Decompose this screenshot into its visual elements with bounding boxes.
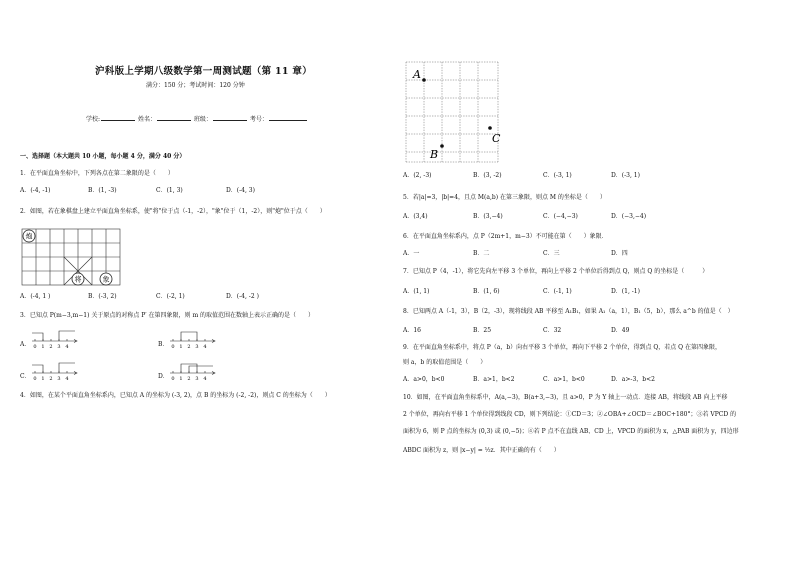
question-3-label-d: D．: [158, 373, 169, 380]
question-2-option-a: A．(-4, 1 ): [20, 293, 51, 300]
tick-0: 0: [33, 376, 37, 382]
question-9-stem-line1: 9．在平面直角坐标系中，将点 P（a，b）向右平移 3 个单位，再向下平移 2 个单位，得到点 Q，若点 Q 在第四象限，: [403, 344, 722, 351]
field-school-label: 学校:: [86, 116, 101, 123]
question-5-option-b: B．(3,−4): [473, 213, 503, 220]
question-10-line4: ABDC 面积为 z，则 |x−y| = ½z．其中正确的有（ ）: [403, 447, 560, 454]
field-number-blank[interactable]: [269, 115, 307, 121]
question-3-label-c: C．: [20, 373, 31, 380]
question-2-stem: 2．如图，若在象棋盘上建立平面直角坐标系，使"将"位于点（-1，-2），"象"位于（1，-2），则"炮"位于点（ ）: [20, 208, 326, 215]
piece-jiang: 将: [74, 275, 82, 284]
question-7-option-a: A．(1, 1): [403, 288, 430, 295]
question-5-option-a: A．(3,4): [403, 213, 428, 220]
number-line-d: [168, 357, 218, 383]
q4-grid-figure: [402, 58, 502, 166]
number-line-a: [30, 325, 80, 351]
piece-pao: 炮: [25, 232, 33, 241]
section-heading: 一、选择题（本大题共 10 小题，每小题 4 分，满分 40 分）: [20, 153, 186, 160]
tick-4: 4: [65, 376, 69, 382]
question-10-line1: 10．如图，在平面直角坐标系中，A(a,−3)，B(a+3,−3)，且 a>0，P 为 Y 轴上一动点．连接 AB，将线段 AB 向上平移: [403, 394, 728, 401]
tick-3: 3: [195, 344, 199, 350]
question-7-option-b: B．(1, 6): [473, 288, 500, 295]
question-8-option-c: C．32: [543, 327, 562, 334]
number-line-b: [168, 325, 218, 351]
question-1-stem: 1．在平面直角坐标中，下列各点在第二象限的是（ ）: [20, 170, 174, 177]
question-3-label-b: B．: [158, 341, 169, 348]
question-6-option-b: B．二: [473, 250, 490, 257]
field-number-label: 考号：: [249, 116, 268, 123]
question-2-option-c: C．(-2, 1): [156, 293, 185, 300]
field-name-label: 姓名：: [137, 116, 156, 123]
tick-4: 4: [203, 376, 207, 382]
field-class-blank[interactable]: [213, 115, 247, 121]
piece-xiang: 象: [102, 275, 110, 284]
point-a-dot: [422, 78, 426, 82]
question-4-option-b: B．(3, -2): [473, 172, 502, 179]
question-10-line3: 面积为 6，则 P 点的坐标为 (0,3) 或 (0,−5)；④若 P 点不在直线 AB、CD 上，VPCD 的面积为 x，△PAB 面积为 y，四边形: [403, 428, 739, 435]
question-6-stem: 6．在平面直角坐标系内，点 P（2m+1，m−3）不可能在第（ ）象限．: [403, 233, 608, 240]
tick-2: 2: [187, 376, 191, 382]
question-4-stem: 4．如图，在某个平面直角坐标系内，已知点 A 的坐标为 (-3, 2)，点 B 的坐标为 (-2, -2)，则点 C 的坐标为（ ）: [20, 392, 331, 399]
field-class-label: 班级：: [193, 116, 212, 123]
page-title: 沪科版上学期八级数学第一周测试题（第 11 章）: [95, 66, 313, 77]
tick-1: 1: [41, 344, 45, 350]
tick-1: 1: [179, 376, 183, 382]
question-6-option-c: C．三: [543, 250, 560, 257]
question-1-option-b: B．(1, -3): [88, 187, 117, 194]
question-9-option-c: C．a>1，b<0: [543, 376, 585, 383]
question-4-option-a: A．(2, -3): [403, 172, 432, 179]
question-5-option-c: C．(−4,−3): [543, 213, 578, 220]
tick-3: 3: [57, 376, 61, 382]
question-8-stem: 8．已知两点 A（-1，3），B（2，-3），现将线段 AB 平移至 A₁B₁，如果 A₁（a，1），B₁（5，b），那么 a^b 的值是（ ）: [403, 308, 734, 315]
question-3-stem: 3．已知点 P(m−3,m−1) 关于原点的对称点 P′ 在第四象限，则 m 的取值范围在数轴上表示正确的是（ ）: [20, 312, 315, 319]
question-4-option-c: C．(-3, 1): [543, 172, 572, 179]
tick-1: 1: [179, 344, 183, 350]
question-7-option-c: C．(-1, 1): [543, 288, 572, 295]
point-c-label: C: [492, 132, 501, 145]
question-8-option-b: B．25: [473, 327, 492, 334]
point-b-label: B: [430, 148, 439, 161]
question-1-option-a: A．(-4, -1): [20, 187, 51, 194]
tick-0: 0: [171, 376, 175, 382]
tick-2: 2: [49, 344, 53, 350]
question-10-line2: 2 个单位，再向右平移 1 个单位得到线段 CD，则下列结论：①CD＝3；②∠OBA+∠OCD＝∠BOC+180°；③若 VPCD 的: [403, 411, 737, 418]
tick-3: 3: [195, 376, 199, 382]
tick-2: 2: [187, 344, 191, 350]
question-7-option-d: D．(1, -1): [611, 288, 640, 295]
tick-0: 0: [171, 344, 175, 350]
question-9-stem-line2: 则 a，b 的取值范围是（ ）: [403, 359, 487, 366]
question-1-option-c: C．(1, 3): [156, 187, 183, 194]
field-school-blank[interactable]: [101, 115, 135, 121]
question-2-option-d: D．(-4, -2 ): [226, 293, 259, 300]
question-9-option-b: B．a>1，b<2: [473, 376, 515, 383]
question-8-option-a: A．16: [403, 327, 421, 334]
question-5-option-d: D．(−3,−4): [611, 213, 647, 220]
question-3-label-a: A．: [20, 341, 31, 348]
question-6-option-a: A．一: [403, 250, 420, 257]
question-9-option-d: D．a>-3，b<2: [611, 376, 655, 383]
chessboard-figure: [20, 225, 124, 291]
question-4-option-d: D．(-3, 1): [611, 172, 640, 179]
question-1-option-d: D．(-4, 3): [226, 187, 255, 194]
tick-4: 4: [65, 344, 69, 350]
tick-1: 1: [41, 376, 45, 382]
point-c-dot: [488, 126, 492, 130]
page-subtitle: 满分：150 分；考试时间：120 分钟: [146, 82, 245, 89]
question-6-option-d: D．四: [611, 250, 628, 257]
number-line-c: [30, 357, 80, 383]
tick-0: 0: [33, 344, 37, 350]
question-5-stem: 5．若|a|=3，|b|=4，且点 M(a,b) 在第三象限，则点 M 的坐标是（ ）: [403, 194, 606, 201]
question-8-option-d: D．49: [611, 327, 630, 334]
field-name-blank[interactable]: [157, 115, 191, 121]
question-2-option-b: B．(-3, 2): [88, 293, 117, 300]
tick-2: 2: [49, 376, 53, 382]
question-9-option-a: A．a>0，b<0: [403, 376, 445, 383]
question-7-stem: 7．已知点 P（4，-1），将它先向左平移 3 个单位，再向上平移 2 个单位后得到点 Q，则点 Q 的坐标是（ ）: [403, 268, 709, 275]
tick-4: 4: [203, 344, 207, 350]
point-b-dot: [440, 144, 444, 148]
tick-3: 3: [57, 344, 61, 350]
point-a-label: A: [413, 68, 421, 81]
info-fields: [86, 115, 308, 124]
